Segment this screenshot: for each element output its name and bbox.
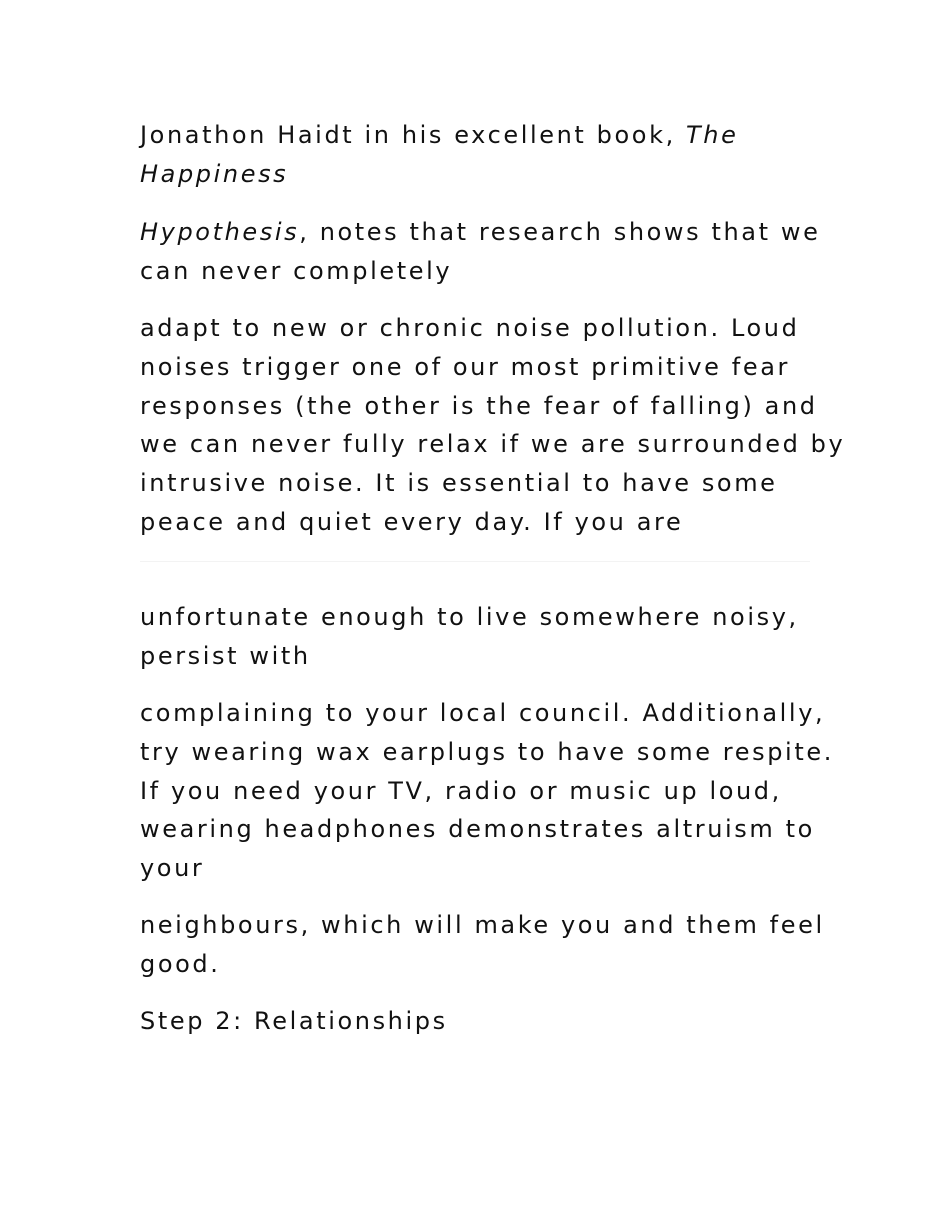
text-run: , notes that research shows that we	[299, 218, 821, 246]
paragraph-1	[140, 116, 830, 194]
text-line: peace and quiet every day. If you are	[140, 507, 684, 536]
page-break-divider	[140, 561, 810, 562]
book-title-italic: Happiness	[140, 159, 289, 188]
text-line: your	[140, 854, 205, 883]
text-line: persist with	[140, 641, 311, 670]
text-line: unfortunate enough to live somewhere noisy,	[140, 603, 799, 631]
text-line: we can never fully relax if we are surrounded by	[140, 430, 846, 459]
text-line: intrusive noise. It is essential to have some	[140, 469, 778, 498]
text-run: Jonathon Haidt in his excellent book,	[140, 121, 687, 149]
text-line	[140, 213, 830, 252]
text-line: noises trigger one of our most primitive fear	[140, 352, 790, 381]
text-line: complaining to your local council. Additionally,	[140, 699, 826, 727]
text-line: can never completely	[140, 256, 453, 285]
text-line: good.	[140, 949, 221, 978]
text-line: If you need your TV, radio or music up loud,	[140, 776, 782, 805]
paragraph-5	[140, 694, 834, 888]
book-title-italic: The	[686, 121, 739, 149]
book-title-italic: Hypothesis	[140, 218, 300, 246]
paragraph-6	[140, 906, 830, 984]
text-line: try wearing wax earplugs to have some respite.	[140, 737, 834, 766]
text-line: responses (the other is the fear of falling) and	[140, 391, 818, 420]
text-line: neighbours, which will make you and them feel	[140, 911, 825, 939]
text-line	[140, 155, 830, 194]
section-heading	[140, 1002, 830, 1041]
text-line: adapt to new or chronic noise pollution. Loud	[140, 314, 800, 342]
paragraph-2	[140, 213, 830, 291]
paragraph-3	[140, 309, 846, 542]
text-line: wearing headphones demonstrates altruism to	[140, 815, 815, 844]
heading-text: Step 2: Relationships	[140, 1007, 448, 1035]
text-line	[140, 116, 830, 155]
paragraph-4	[140, 598, 830, 676]
